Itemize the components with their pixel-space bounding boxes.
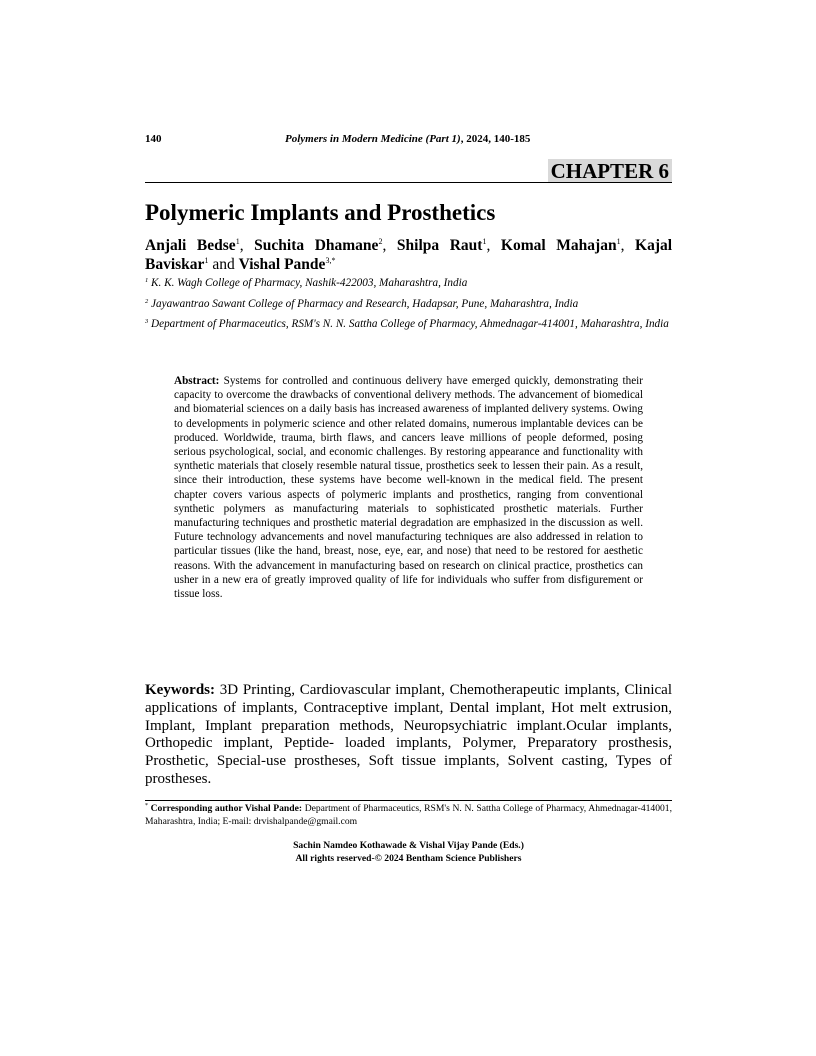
author-name: Kajal Baviskar	[145, 237, 673, 273]
affiliation-number: 1	[145, 277, 149, 284]
author-affiliation-mark: 1	[616, 237, 621, 246]
abstract	[174, 374, 643, 601]
affiliation-number: 2	[145, 297, 149, 305]
abstract-label: Abstract:	[174, 375, 220, 387]
journal-citation	[285, 133, 530, 145]
author-name: Vishal Pande	[238, 256, 326, 273]
keywords-label: Keywords:	[145, 682, 215, 698]
page-number: 140	[145, 133, 162, 145]
footnote-mark: *	[145, 803, 148, 809]
author-name: Shilpa Raut	[396, 237, 483, 254]
journal-title: Polymers in Modern Medicine (Part 1)	[285, 133, 461, 145]
footnote-label: Corresponding author Vishal Pande:	[150, 803, 303, 814]
journal-volume-pages: , 2024, 140-185	[460, 133, 531, 145]
publisher-block	[145, 840, 672, 865]
author-affiliation-mark: 2	[378, 237, 383, 246]
affiliation	[145, 317, 672, 333]
author-conjunction: and	[212, 256, 235, 273]
author-list: Anjali Bedse$^1$, Suchita Dhamane$^2$, Shilpa Raut$^1$, Komal Mahajan$^1$, Kajal Baviskar$^1$ and Vishal Pande$^{3,*}$	[145, 237, 673, 273]
keywords	[145, 682, 672, 789]
abstract-text: Systems for controlled and continuous delivery have emerged quickly, demonstrating their capacity to overcome the drawbacks of conventional delivery methods. The advancement of biomedical and biomaterial sciences on a daily basis has increased awareness of implanted delivery systems. Owing to developments in polymeric science and other related domains, numerous implantable devices can be produced. Worldwide, trauma, birth flaws, and cancers leave millions of people deformed, posing serious psychological, social, and economic challenges. By restoring appearance and functionality with synthetic materials that closely resemble natural tissue, prosthetics seek to lessen their pain. As a result, since their introduction, these systems have become well-known in the medical field. The present chapter covers various aspects of polymeric implants and prosthetics, ranging from conventional synthetic polymers as manufacturing materials to sophisticated prosthetic materials. Further manufacturing techniques and prosthetic material degradation are emphasized in the discussion as well. Future technology advancements and novel manufacturing techniques are also addressed in relation to particular tissues (like the hand, breast, nose, eye, ear, and nose) that need to be restored for aesthetic reasons. With the advancement in manufacturing based on research on clinical practice, prosthetics can usher in a new era of greatly improved quality of life for individuals who suffer from disfigurement or tissue loss.	[174, 375, 644, 601]
affiliation-text: Jayawantrao Sawant College of Pharmacy and Research, Hadapsar, Pune, Maharashtra, India	[151, 297, 579, 310]
affiliation-text: Department of Pharmaceutics, RSM's N. N. Sattha College of Pharmacy, Ahmednagar-414001, Maharashtra, India	[151, 318, 669, 330]
author-affiliation-mark: 3,*	[325, 256, 336, 265]
editors-line: Sachin Namdeo Kothawade & Vishal Vijay Pande (Eds.)	[293, 840, 524, 851]
rights-line: All rights reserved-© 2024 Bentham Science Publishers	[295, 852, 522, 864]
footnote-divider	[145, 800, 672, 801]
chapter-title: Polymeric Implants and Prosthetics	[145, 200, 496, 225]
corresponding-author-footnote	[145, 803, 672, 828]
author-name: Suchita Dhamane	[254, 237, 379, 254]
affiliation-list	[145, 276, 672, 338]
affiliation-number: 3	[145, 318, 149, 325]
author-affiliation-mark: 1	[204, 256, 209, 265]
affiliation	[145, 276, 672, 292]
author-affiliation-mark: 1	[482, 237, 487, 246]
affiliation-text: K. K. Wagh College of Pharmacy, Nashik-422003, Maharashtra, India	[151, 277, 468, 289]
affiliation	[145, 297, 672, 313]
author-name: Komal Mahajan	[500, 237, 617, 254]
author-name: Anjali Bedse	[145, 237, 236, 254]
keywords-text: 3D Printing, Cardiovascular implant, Chemotherapeutic implants, Clinical applications of implants, Contraceptive implant, Dental implant, Hot melt extrusion, Implant, Implant preparation methods, Neuropsychiatric implant.Ocular implants, Orthopedic implant, Peptide- loaded implants, Polymer, Preparatory prosthesis, Prosthetic, Special-use prostheses, Soft tissue implants, Solvent casting, Types of prostheses.	[145, 682, 672, 787]
author-affiliation-mark: 1	[235, 237, 240, 246]
footnote-text: Department of Pharmaceutics, RSM's N. N. Sattha College of Pharmacy, Ahmednagar-414001, Maharashtra, India; E-mail: drvishalpande@gmail.com	[145, 803, 672, 827]
chapter-divider	[145, 182, 672, 183]
chapter-label: CHAPTER 6	[548, 159, 672, 183]
